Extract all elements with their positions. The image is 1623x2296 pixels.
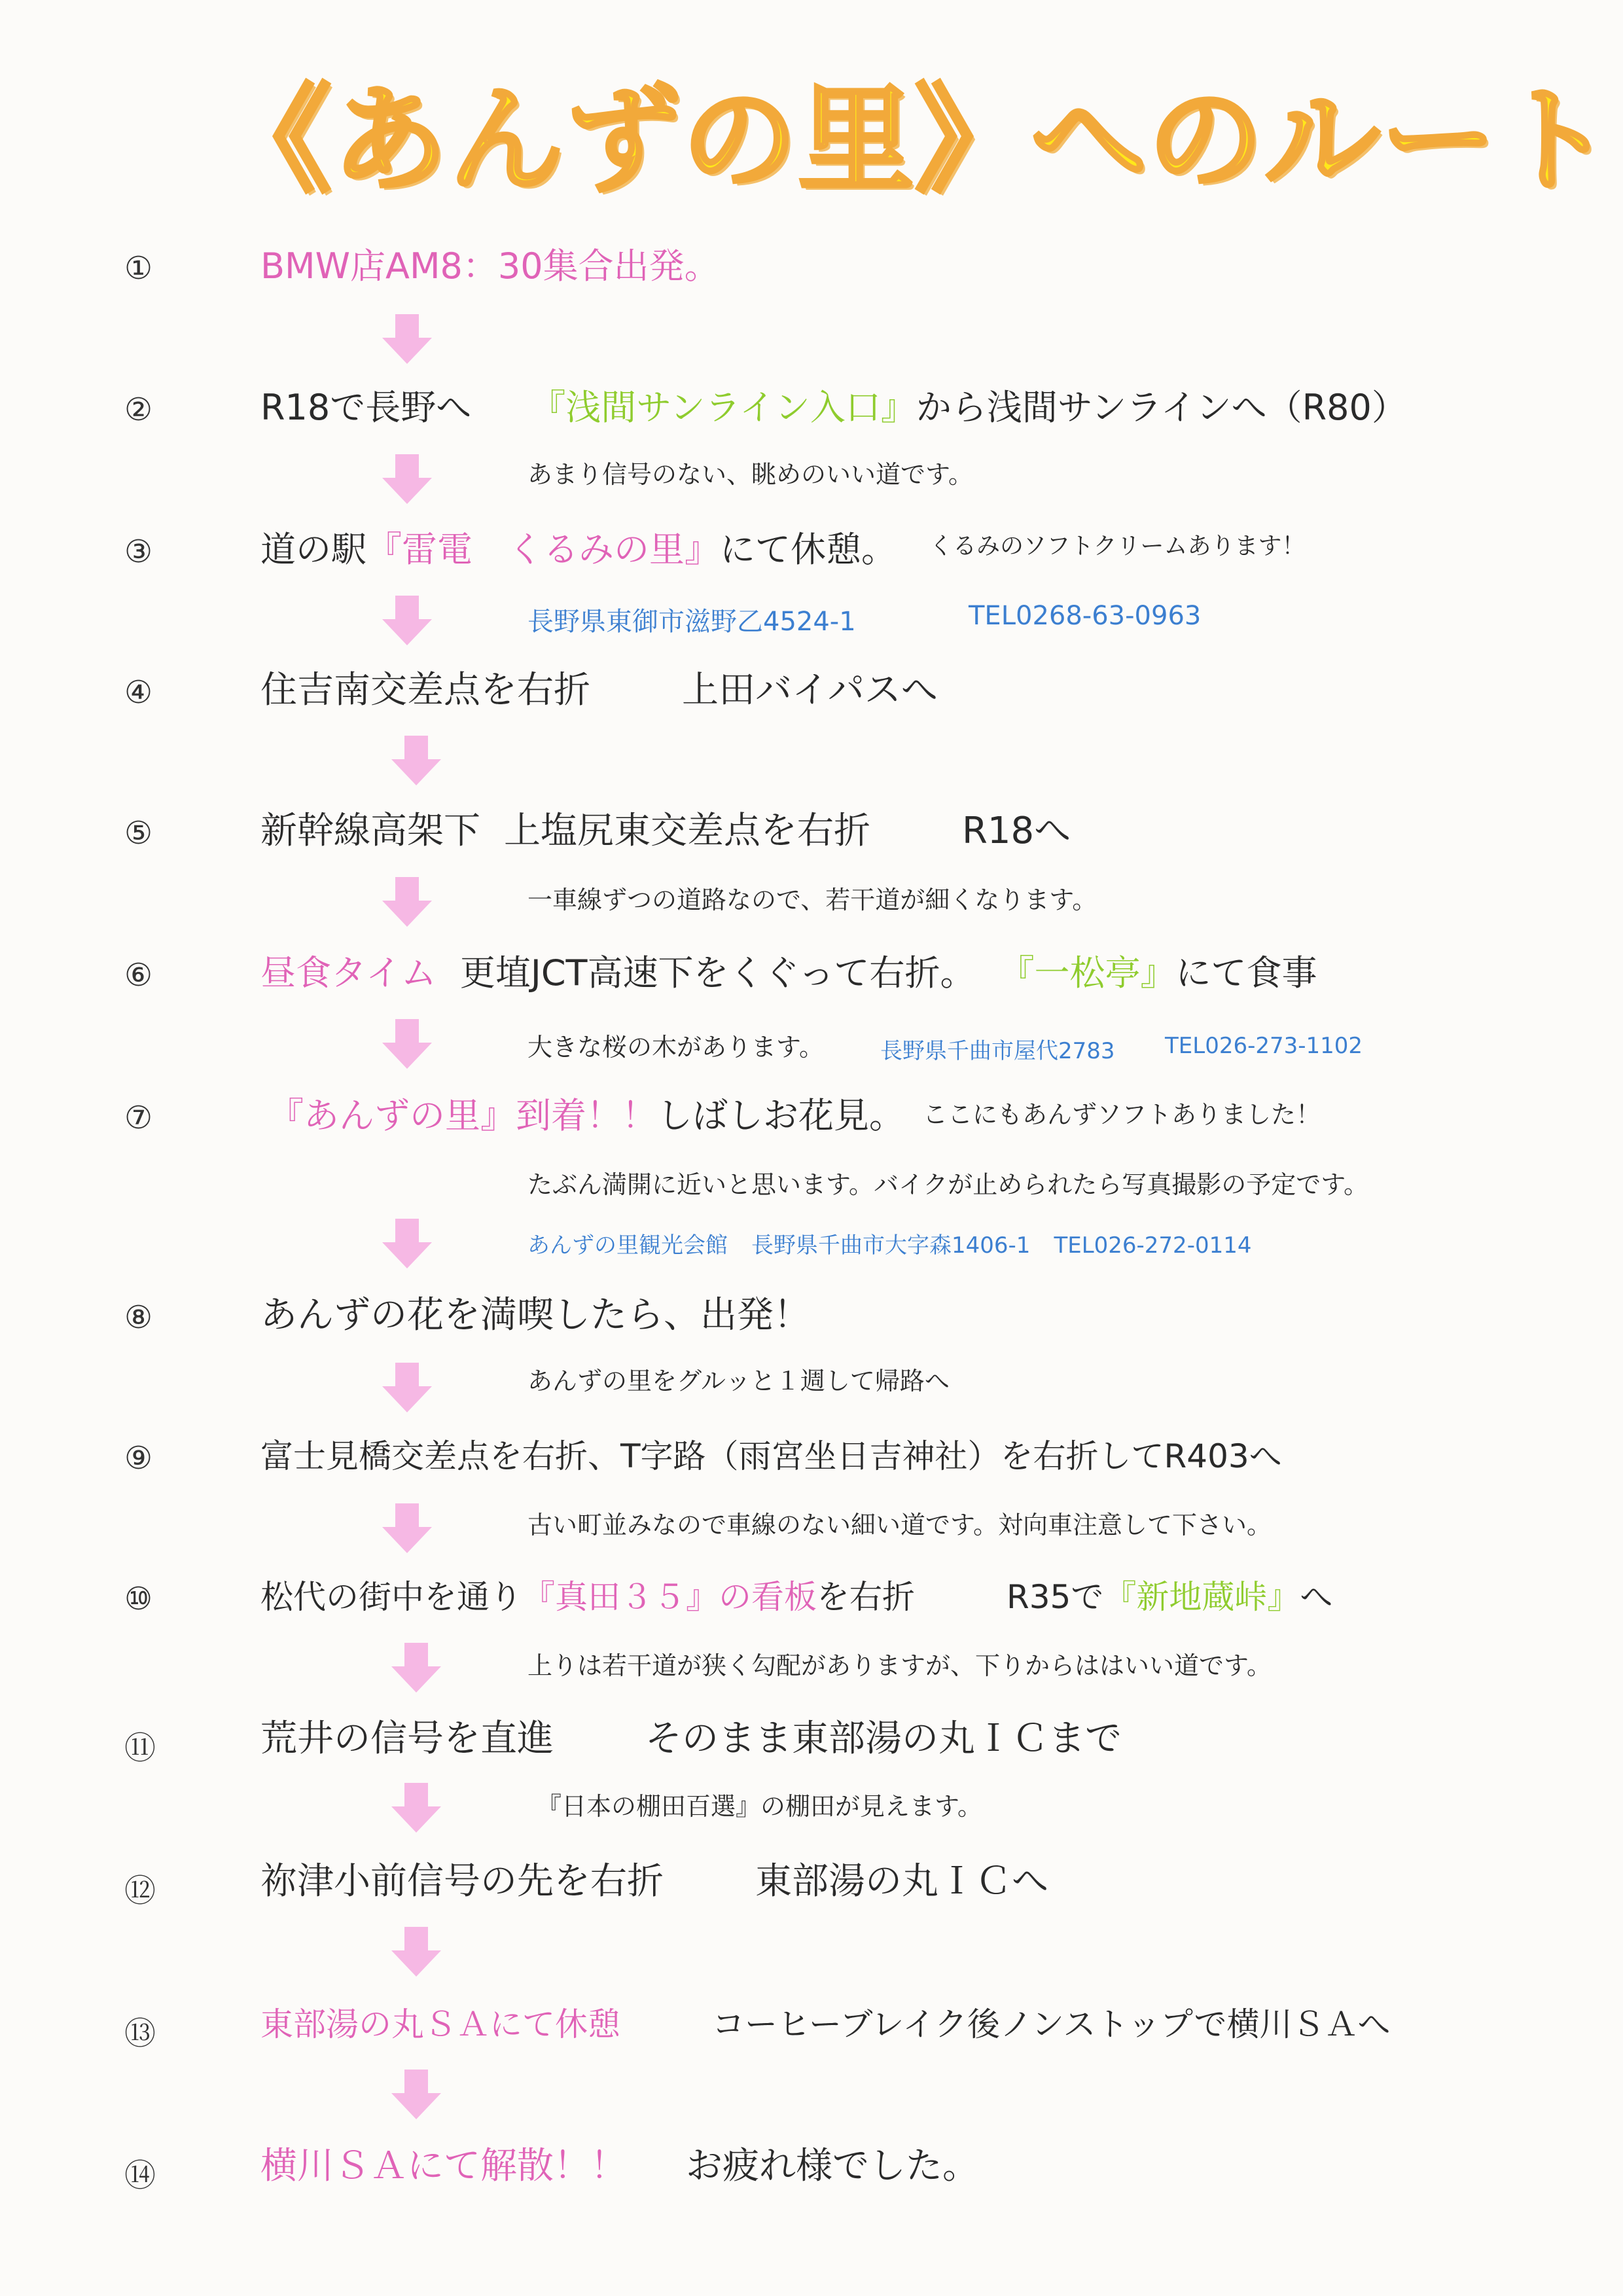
step-12-main <box>260 1859 1048 1905</box>
step-5-text-b: 上塩尻東交差点を右折 <box>504 810 870 852</box>
step-8-note: あんずの里をグルッと１週して帰路へ <box>527 1367 950 1395</box>
step-7-side-note: ここにもあんずソフトありました！ <box>923 1100 1321 1129</box>
step-number-6: ⑥ <box>124 957 153 994</box>
step-2-landmark: 『浅間サンライン入口』 <box>530 387 916 428</box>
step-6-landmark: 『一松亭』 <box>999 952 1176 994</box>
step-5-main <box>260 808 1071 854</box>
step-4-main <box>260 668 938 713</box>
step-13-highlight: 東部湯の丸ＳＡにて休憩 <box>260 2005 620 2043</box>
step-number-10: ⑩ <box>124 1581 153 1617</box>
step-number-1: ① <box>124 250 153 287</box>
step-11-text-b: そのまま東部湯の丸ＩＣまで <box>645 1717 1122 1760</box>
step-14-main <box>260 2144 979 2189</box>
step-number-11: ⑪ <box>124 1730 156 1767</box>
step-7-info-name: あんずの里観光会館 <box>527 1232 728 1259</box>
step-6-text-d: にて食事 <box>1175 952 1317 994</box>
step-11-note: 『日本の棚田百選』の棚田が見えます。 <box>537 1792 982 1821</box>
step-10-text-a: 松代の街中を通り <box>260 1578 522 1616</box>
down-arrow-icon <box>390 1782 442 1834</box>
down-arrow-icon <box>381 594 433 647</box>
down-arrow-icon <box>381 1018 433 1070</box>
step-6-text-b: 更埴JCT高速下をくぐって右折。 <box>459 952 976 994</box>
step-7-main <box>268 1093 904 1139</box>
step-number-7: ⑦ <box>124 1100 153 1136</box>
step-number-14: ⑭ <box>124 2157 156 2194</box>
step-number-2: ② <box>124 391 153 428</box>
step-10-text-d: R35で <box>1007 1578 1104 1616</box>
down-arrow-icon <box>390 734 442 787</box>
step-11-text-a: 荒井の信号を直進 <box>260 1717 554 1760</box>
down-arrow-icon <box>381 1502 433 1554</box>
down-arrow-icon <box>381 313 433 365</box>
step-4-text-a: 住吉南交差点を右折 <box>260 669 590 711</box>
step-5-text-a: 新幹線高架下 <box>260 810 480 852</box>
step-6-address: 長野県千曲市屋代2783 <box>880 1038 1115 1064</box>
step-13-main <box>260 2001 1391 2047</box>
step-number-3: ③ <box>124 533 153 570</box>
step-3-main <box>260 527 897 573</box>
step-9-main: 富士見橋交差点を右折、T字路（雨宮坐日吉神社）を右折してR403へ <box>260 1437 1282 1475</box>
down-arrow-icon <box>390 1926 442 1978</box>
step-3-side-note: くるみのソフトクリームあります！ <box>929 533 1306 560</box>
step-10-note: 上りは若干道が狭く勾配がありますが、下りからははいい道です。 <box>527 1651 1272 1680</box>
step-6-highlight: 昼食タイム <box>260 952 437 994</box>
step-13-text-b: コーヒーブレイク後ノンストップで横川ＳＡへ <box>712 2005 1391 2043</box>
step-12-text-b: 東部湯の丸ＩＣへ <box>755 1860 1048 1903</box>
step-8-main: あんずの花を満喫したら、出発！ <box>260 1294 810 1336</box>
step-2-text-c: から浅間サンラインへ（R80） <box>916 387 1407 428</box>
step-4-text-b: 上田バイパスへ <box>682 669 938 711</box>
step-9-note: 古い町並みなので車線のない細い道です。対向車注意して下さい。 <box>527 1511 1272 1539</box>
down-arrow-icon <box>390 2068 442 2121</box>
step-number-13: ⑬ <box>124 2015 156 2052</box>
step-11-main <box>260 1716 1122 1762</box>
step-5-note: 一車線ずつの道路なので、若干道が細くなります。 <box>527 886 1097 914</box>
step-2-main <box>260 385 1407 431</box>
step-number-8: ⑧ <box>124 1299 153 1336</box>
step-14-highlight: 横川ＳＡにて解散！！ <box>260 2145 627 2187</box>
down-arrow-icon <box>381 1361 433 1414</box>
step-10-landmark: 『新地蔵峠』 <box>1103 1578 1300 1616</box>
step-2-note: あまり信号のない、眺めのいい道です。 <box>527 460 973 489</box>
step-14-text-b: お疲れ様でした。 <box>686 2145 979 2187</box>
down-arrow-icon <box>381 876 433 928</box>
step-7-text-b: しばしお花見。 <box>657 1095 904 1136</box>
step-12-text-a: 祢津小前信号の先を右折 <box>260 1860 664 1903</box>
step-7-info <box>527 1227 1252 1259</box>
step-10-sign: 『真田３５』の看板 <box>522 1578 817 1616</box>
down-arrow-icon <box>381 1217 433 1270</box>
step-3-text-c: にて休憩。 <box>720 529 897 570</box>
step-7-address: 長野県千曲市大字森1406-1 <box>751 1232 1031 1259</box>
step-number-5: ⑤ <box>124 815 153 852</box>
step-10-main <box>260 1574 1332 1620</box>
page-title: 《あんずの里》へのルート <box>216 73 1614 207</box>
step-1-main: BMW店AM8：30集合出発。 <box>260 245 720 287</box>
down-arrow-icon <box>381 453 433 505</box>
step-2-text-a: R18で長野へ <box>260 387 472 428</box>
step-7-tel: TEL026-272-0114 <box>1054 1232 1252 1259</box>
step-10-text-c: を右折 <box>817 1578 915 1616</box>
step-7-note: たぶん満開に近いと思います。バイクが止められたら写真撮影の予定です。 <box>527 1170 1369 1199</box>
step-number-9: ⑨ <box>124 1440 153 1477</box>
step-3-landmark: 『雷電 くるみの里』 <box>366 529 720 570</box>
down-arrow-icon <box>390 1641 442 1694</box>
step-7-highlight: 『あんずの里』到着！！ <box>268 1095 657 1136</box>
step-6-tel: TEL026-273-1102 <box>1165 1033 1363 1059</box>
step-10-text-f: へ <box>1300 1578 1333 1616</box>
step-3-address: 長野県東御市滋野乙4524-1 <box>527 607 856 637</box>
step-number-4: ④ <box>124 674 153 711</box>
step-3-text-a: 道の駅 <box>260 529 366 570</box>
step-6-main <box>260 950 1317 996</box>
step-number-12: ⑫ <box>124 1873 156 1909</box>
step-6-note: 大きな桜の木があります。 <box>527 1033 824 1062</box>
step-3-tel: TEL0268-63-0963 <box>969 601 1202 631</box>
step-5-text-c: R18へ <box>962 810 1071 852</box>
